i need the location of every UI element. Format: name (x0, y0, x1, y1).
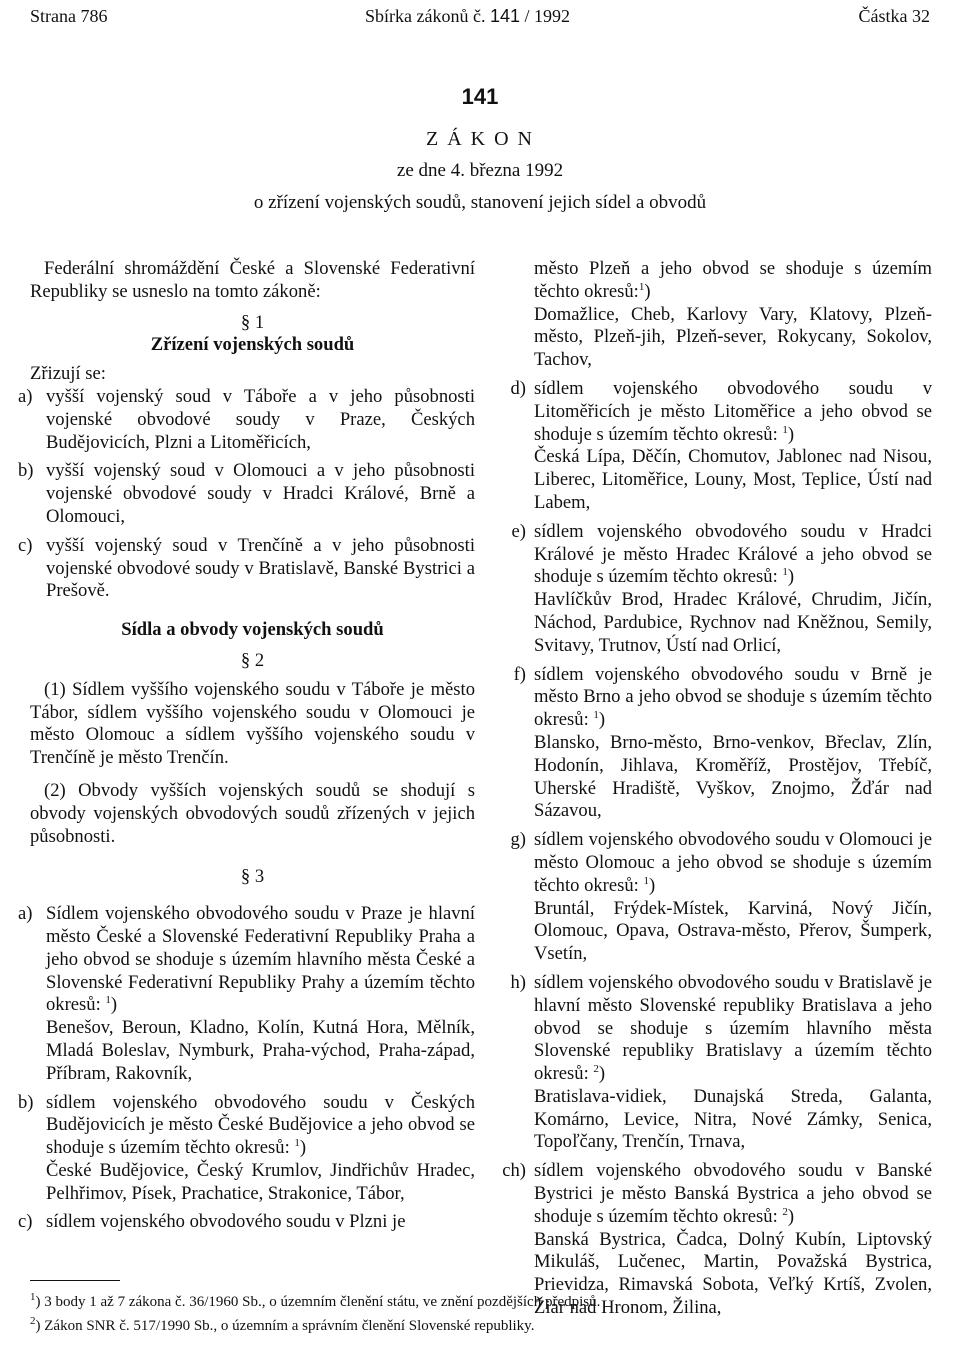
item-label: c) (18, 534, 33, 556)
list-item (492, 521, 932, 658)
item-text: sídlem vojenského obvodového soudu v Litoměřicích je město Litoměřice a jeho obvod se shoduje s územím těchto okresů: (534, 377, 932, 445)
law-number: 141 (461, 84, 499, 109)
footnote-ref: 2 (593, 1062, 599, 1075)
list-item (492, 378, 932, 515)
list-item (18, 1091, 475, 1206)
page-number: Strana 786 (30, 6, 108, 26)
preamble: Federální shromáždění České a Slovenské Federativní Republiky se usneslo na tomto zákoně: (30, 258, 475, 302)
footnote-ref: 1 (643, 874, 649, 887)
item-label: h) (510, 971, 526, 993)
footnote (30, 1291, 601, 1311)
collection-number: 141 (489, 6, 521, 26)
item-text: vyšší vojenský soud v Trenčíně a v jeho působnosti vojenské obvodové soudy v Bratislavě, Banské Bystrici a Prešově. (46, 534, 475, 602)
district-list: Bruntál, Frýdek-Místek, Karviná, Nový Jičín, Olomouc, Opava, Ostrava-město, Přerov, Šumperk, Vsetín, (534, 897, 932, 965)
footnote-ref: 1 (294, 1136, 300, 1149)
item-body (46, 903, 475, 1017)
footnote-ref: 1 (638, 280, 645, 293)
footnote-ref: 1 (105, 994, 111, 1007)
footnote (30, 1315, 535, 1335)
item-text: Sídlem vojenského obvodového soudu v Praze je hlavní město České a Slovenské Federativní Republiky Praha a jeho obvod se shoduje s územím hlavního města České a Slovenské Federativní Republiky Prahy a územím těchto okresů: (46, 903, 475, 1016)
item-body (534, 378, 932, 446)
item-body (534, 664, 932, 732)
section-2-para-1: (1) Sídlem vyššího vojenského soudu v Táboře je město Tábor, sídlem vyššího vojenského soudu v Olomouci je město Olomouc a sídlem vyššího vojenského soudu v Trenčíně je město Trenčín. (30, 678, 475, 769)
item-label: a) (18, 903, 33, 925)
district-list: Blansko, Brno-město, Brno-venkov, Břeclav, Zlín, Hodonín, Jihlava, Kroměříž, Prostějov, Třebíč, Uherské Hradiště, Vyškov, Znojmo, Žďár nad Sázavou, (534, 731, 932, 822)
section-2-mark: § 2 (240, 649, 265, 671)
list-item (492, 829, 932, 966)
right-column (492, 258, 932, 1326)
item-text: vyšší vojenský soud v Olomouci a v jeho působnosti vojenské obvodové soudy v Hradci Králové, Brně a Olomouci, (46, 460, 475, 527)
district-list: Česká Lípa, Děčín, Chomutov, Jablonec nad Nisou, Liberec, Litoměřice, Louny, Most, Teplice, Ústí nad Labem, (534, 446, 932, 513)
district-list: Havlíčkův Brod, Hradec Králové, Chrudim, Jičín, Náchod, Pardubice, Rychnov nad Kněžnou, Semily, Svitavy, Trutnov, Ústí nad Orlicí, (534, 589, 932, 656)
section-1-mark: § 1 (240, 311, 265, 333)
list-item (18, 903, 475, 1085)
item-c-continued (492, 258, 932, 372)
footnote-paren: ) (787, 1205, 795, 1227)
footnote-paren: ) (598, 1063, 606, 1085)
footnote-mark: 2 (30, 1315, 36, 1327)
section-3-items (18, 903, 475, 1234)
section-2-para-2: (2) Obvody vyšších vojenských soudů se shodují s obvody vojenských obvodových soudů zřízených v jejich působnosti. (30, 779, 475, 847)
left-column (18, 258, 475, 1240)
page-header (0, 0, 960, 34)
item-text: sídlem vojenského obvodového soudu v Brně je město Brno a jeho obvod se shoduje s územím těchto okresů: (534, 663, 932, 731)
item-text: sídlem vojenského obvodového soudu v Olomouci je město Olomouc a jeho obvod se shoduje s územím těchto okresů: (534, 829, 932, 896)
item-body (534, 1160, 932, 1228)
collection-prefix: Sbírka zákonů č. (365, 6, 486, 26)
item-text: vyšší vojenský soud v Táboře a v jeho působnosti vojenské obvodové soudy v Praze, Českých Budějovicích, Plzni a Litoměřicích, (46, 385, 475, 453)
footnote-text: 3 body 1 až 7 zákona č. 36/1960 Sb., o územním členění státu, ve znění pozdějších předpisů. (44, 1294, 601, 1310)
section-1-items (18, 385, 475, 603)
list-item (18, 534, 475, 603)
district-list: České Budějovice, Český Krumlov, Jindřichův Hradec, Pelhřimov, Písek, Prachatice, Strakonice, Tábor, (46, 1159, 475, 1204)
list-item (18, 385, 475, 454)
list-item (18, 460, 475, 528)
item-label: b) (18, 460, 34, 482)
item-label: g) (510, 829, 526, 851)
item-text: sídlem vojenského obvodového soudu v Bratislavě je hlavní město Slovenské republiky Bratislava a jeho obvod se shoduje s územím hlavního města Slovenské republiky Bratislavy a územím těchto okresů: (534, 971, 932, 1085)
item-label: c) (18, 1211, 33, 1233)
item-label: e) (511, 520, 526, 542)
collection-title (365, 6, 570, 27)
law-subject: o zřízení vojenských soudů, stanovení jejich sídel a obvodů (253, 192, 707, 213)
item-body (46, 1211, 475, 1234)
item-body (46, 1092, 475, 1160)
footnote-ref: 1 (782, 566, 788, 579)
footnote-text: Zákon SNR č. 517/1990 Sb., o územním a správním členění Slovenské republiky. (44, 1318, 535, 1334)
item-text: sídlem vojenského obvodového soudu v Banské Bystrici je město Banská Bystrica a jeho obvod se shoduje s územím těchto okresů: (534, 1160, 932, 1227)
footnote-paren: ) (787, 566, 795, 588)
district-list: Benešov, Beroun, Kladno, Kolín, Kutná Hora, Mělník, Mladá Boleslav, Nymburk, Praha-východ, Praha-západ, Příbram, Rakovník, (46, 1017, 475, 1084)
footnote-paren: ) (299, 1137, 307, 1159)
part-number: Částka 32 (858, 6, 930, 26)
footnote-paren: ) (787, 423, 795, 445)
footnote-paren: ) (644, 280, 651, 302)
law-date: ze dne 4. března 1992 (396, 160, 564, 181)
list-item (18, 1211, 475, 1234)
item-body (534, 521, 932, 589)
item-label: f) (513, 663, 526, 685)
footnote-paren: ) (35, 1294, 41, 1310)
item-c-continued-text (534, 258, 932, 304)
item-label: ch) (502, 1160, 526, 1182)
right-items (492, 378, 932, 1320)
item-label: a) (18, 385, 33, 407)
collection-year: / 1992 (524, 6, 571, 26)
item-label: b) (18, 1091, 34, 1113)
item-c-continued-body: město Plzeň a jeho obvod se shoduje s územím těchto okresů: (534, 258, 932, 302)
footnote-paren: ) (35, 1318, 41, 1334)
list-item (492, 972, 932, 1154)
footnote-mark: 1 (30, 1291, 36, 1303)
item-text: sídlem vojenského obvodového soudu v Plzni je (46, 1211, 406, 1233)
footnote-ref: 2 (782, 1205, 788, 1218)
section-1-title: Zřízení vojenských soudů (150, 334, 355, 356)
footnote-rule (30, 1280, 120, 1281)
item-body (534, 829, 932, 897)
item-text: sídlem vojenského obvodového soudu v Českých Budějovicích je město České Budějovice a jeho obvod se shoduje s územím těchto okresů: (46, 1091, 475, 1159)
item-text: sídlem vojenského obvodového soudu v Hradci Králové je město Hradec Králové a jeho obvod se shoduje s územím těchto okresů: (534, 520, 932, 588)
item-label: d) (510, 377, 526, 399)
footnote-paren: ) (598, 709, 606, 731)
footnote-ref: 1 (593, 708, 599, 721)
list-item (492, 664, 932, 824)
item-c-districts: Domažlice, Cheb, Karlovy Vary, Klatovy, Plzeň-město, Plzeň-jih, Plzeň-sever, Rokycany, Sokolov, Tachov, (534, 303, 932, 371)
district-list: Banská Bystrica, Čadca, Dolný Kubín, Liptovský Mikuláš, Lučenec, Martin, Považská Bystrica, Prievidza, Rimavská Sobota, Veľký Krtíš, Zvolen, Žiar nad Hronom, Žilina, (534, 1228, 932, 1319)
district-list: Bratislava-vidiek, Dunajská Streda, Galanta, Komárno, Levice, Nitra, Nové Zámky, Senica, Topoľčany, Trenčín, Trnava, (534, 1085, 932, 1153)
footnote-paren: ) (110, 994, 118, 1016)
footnote-paren: ) (648, 874, 656, 896)
section-3-mark: § 3 (240, 866, 265, 888)
item-body (534, 972, 932, 1086)
section-1-intro: Zřizují se: (30, 363, 106, 385)
law-word: Z Á K O N (426, 128, 534, 150)
section-heading-seats: Sídla a obvody vojenských soudů (121, 619, 384, 641)
footnote-ref: 1 (782, 423, 788, 436)
